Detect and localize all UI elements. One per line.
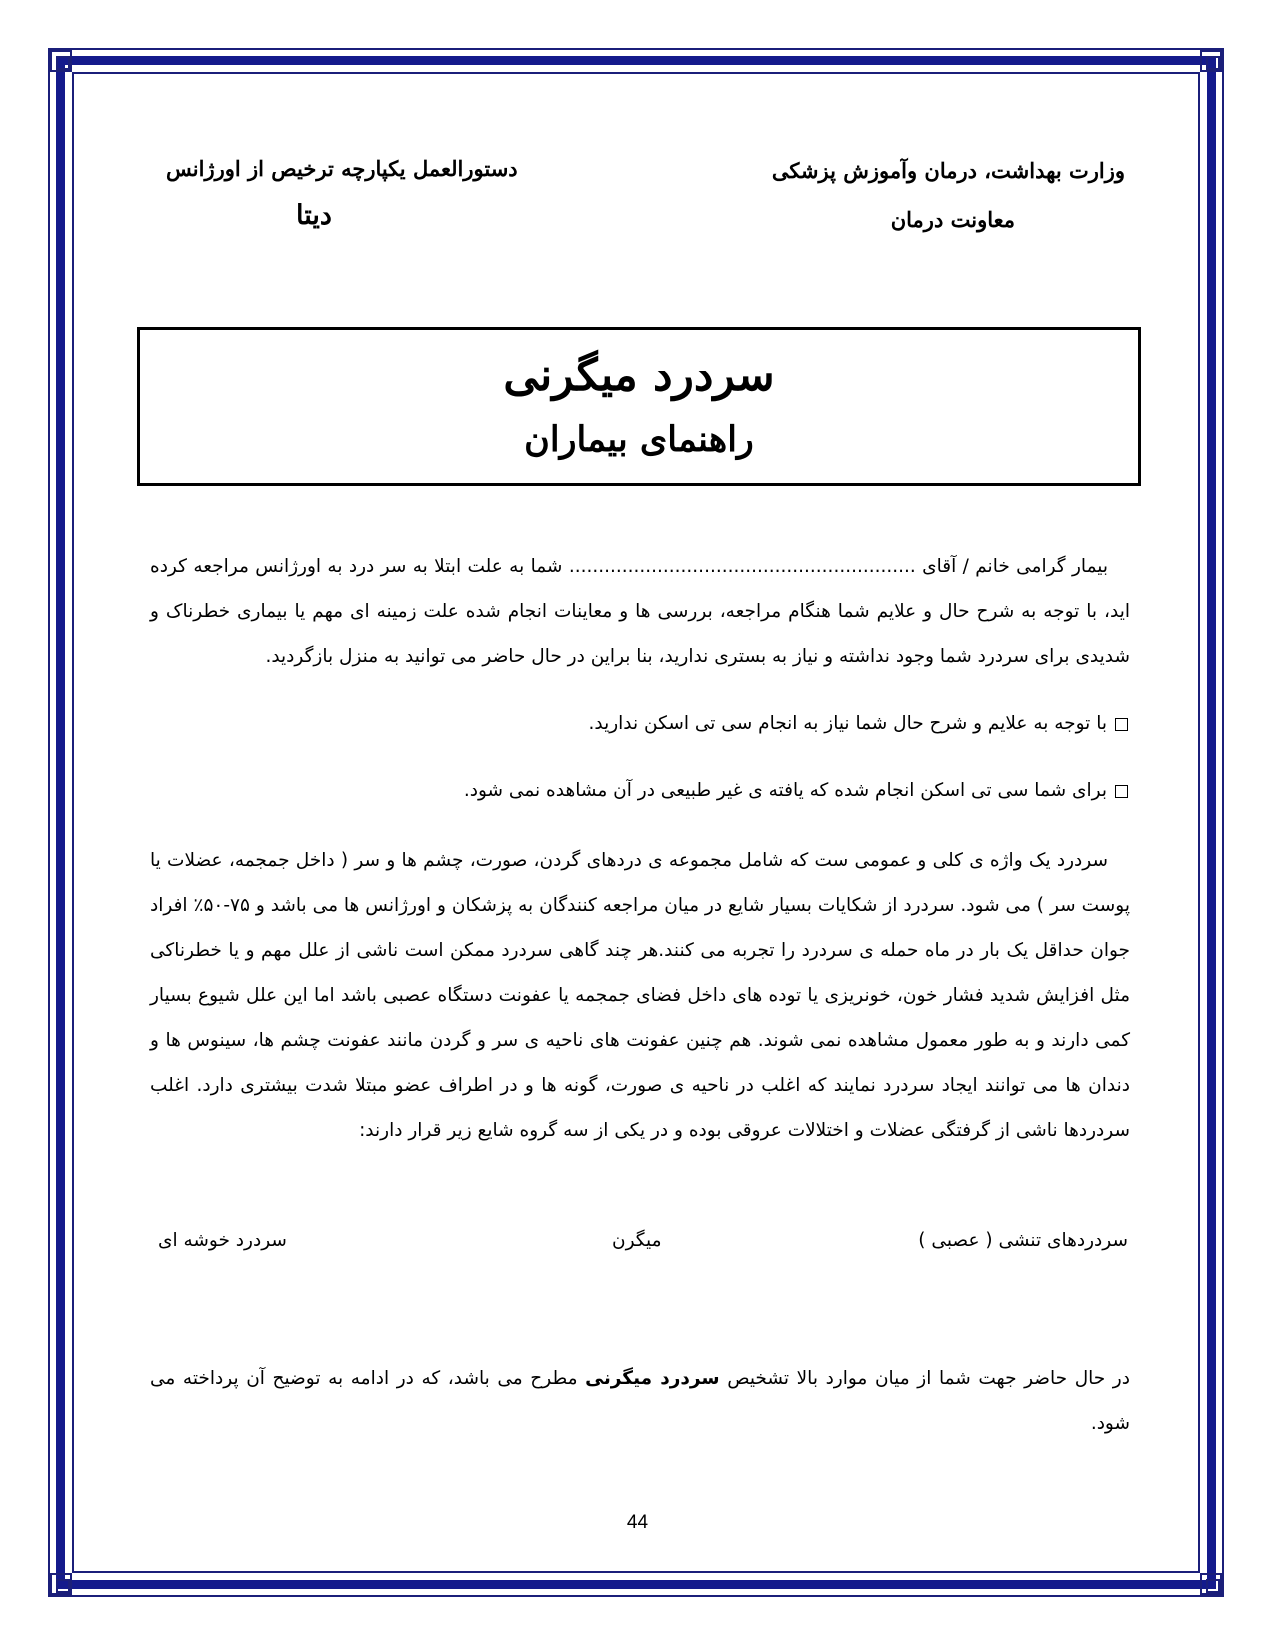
page-number: 44	[626, 1512, 649, 1533]
diagnosis-paragraph	[150, 1356, 1130, 1446]
header-guideline: دستورالعمل یکپارچه ترخیص از اورژانس	[166, 156, 518, 181]
checkbox-item-ct-normal	[464, 780, 1128, 801]
checkbox-label: با توجه به علایم و شرح حال شما نیاز به انجام سی تی اسکن ندارید.	[588, 713, 1107, 734]
intro-text: بیمار گرامی خانم / آقای ........................................................... شما به علت ابتلا به سر درد به اورژانس مراجعه کرده اید، با توجه به شرح حال و علایم شما هنگام مراجعه، بررسی ها و معاینات انجام شده علت زمینه ای مهم یا بیماری خطرناک و شدیدی برای سردرد شما وجود نداشته و نیاز به بستری ندارید، بنا براین در حال حاضر می توانید به منزل بازگردید.	[150, 556, 1130, 667]
page-subtitle: راهنمای بیماران	[524, 419, 754, 460]
headache-type-cluster: سردرد خوشه ای	[158, 1230, 287, 1251]
title-box	[137, 327, 1141, 486]
headache-type-tension: سردردهای تنشی ( عصبی )	[918, 1230, 1128, 1251]
checkbox-square-icon[interactable]	[1115, 718, 1128, 731]
checkbox-label: برای شما سی تی اسکن انجام شده که یافته ی غیر طبیعی در آن مشاهده نمی شود.	[463, 780, 1107, 801]
intro-paragraph	[150, 544, 1130, 679]
description-paragraph	[150, 838, 1130, 1153]
checkbox-square-icon[interactable]	[1115, 785, 1128, 798]
page-frame-inner	[72, 72, 1200, 1573]
diagnosis-text-before: در حال حاضر جهت شما از میان موارد بالا تشخیص	[727, 1368, 1130, 1389]
header-ministry: وزارت بهداشت، درمان وآموزش پزشکی	[771, 158, 1125, 183]
diagnosis-text-after: مطرح می باشد، که در ادامه به توضیح آن پرداخته می شود.	[150, 1368, 1130, 1434]
corner-ornament-bottom-left	[50, 1573, 72, 1595]
description-text: سردرد یک واژه ی کلی و عمومی ست که شامل مجموعه ی دردهای گردن، صورت، چشم ها و سر ( داخل جمجمه، عضلات یا پوست سر ) می شود. سردرد از شکایات بسیار شایع در میان مراجعه کنندگان به پزشکان و اورژانس ها می باشد و ۷۵-۵۰٪ افراد جوان حداقل یک بار در ماه حمله ی سردرد را تجربه می کنند.هر چند گاهی سردرد ممکن است ناشی از علل مهم و یا خطرناکی مثل افزایش شدید فشار خون، خونریزی یا توده های داخل فضای جمجمه یا عفونت دستگاه عصبی باشد اما این علل شیوع بسیار کمی دارند و به طور معمول مشاهده نمی شوند. هم چنین عفونت های ناحیه ی سر و گردن مانند عفونت چشم ها، سینوس ها و دندان ها می توانند ایجاد سردرد نمایند که اغلب در ناحیه ی صورت، گونه ها و در اطراف عضو مبتلا شدت بیشتری دارد. اغلب سردردها ناشی از گرفتگی عضلات و اختلالات عروقی بوده و در یکی از سه گروه شایع زیر قرار دارند:	[150, 850, 1130, 1141]
header-project: دیتا	[296, 200, 332, 231]
headache-type-migraine: میگرن	[612, 1230, 662, 1251]
corner-ornament-top-right	[1200, 50, 1222, 72]
page-title: سردرد میگرنی	[503, 350, 775, 401]
corner-ornament-bottom-right	[1200, 1573, 1222, 1595]
diagnosis-bold-term: سردرد میگرنی	[585, 1368, 720, 1389]
corner-ornament-top-left	[50, 50, 72, 72]
header-deputy: معاونت درمان	[890, 207, 1015, 232]
checkbox-item-no-ct	[588, 713, 1128, 734]
